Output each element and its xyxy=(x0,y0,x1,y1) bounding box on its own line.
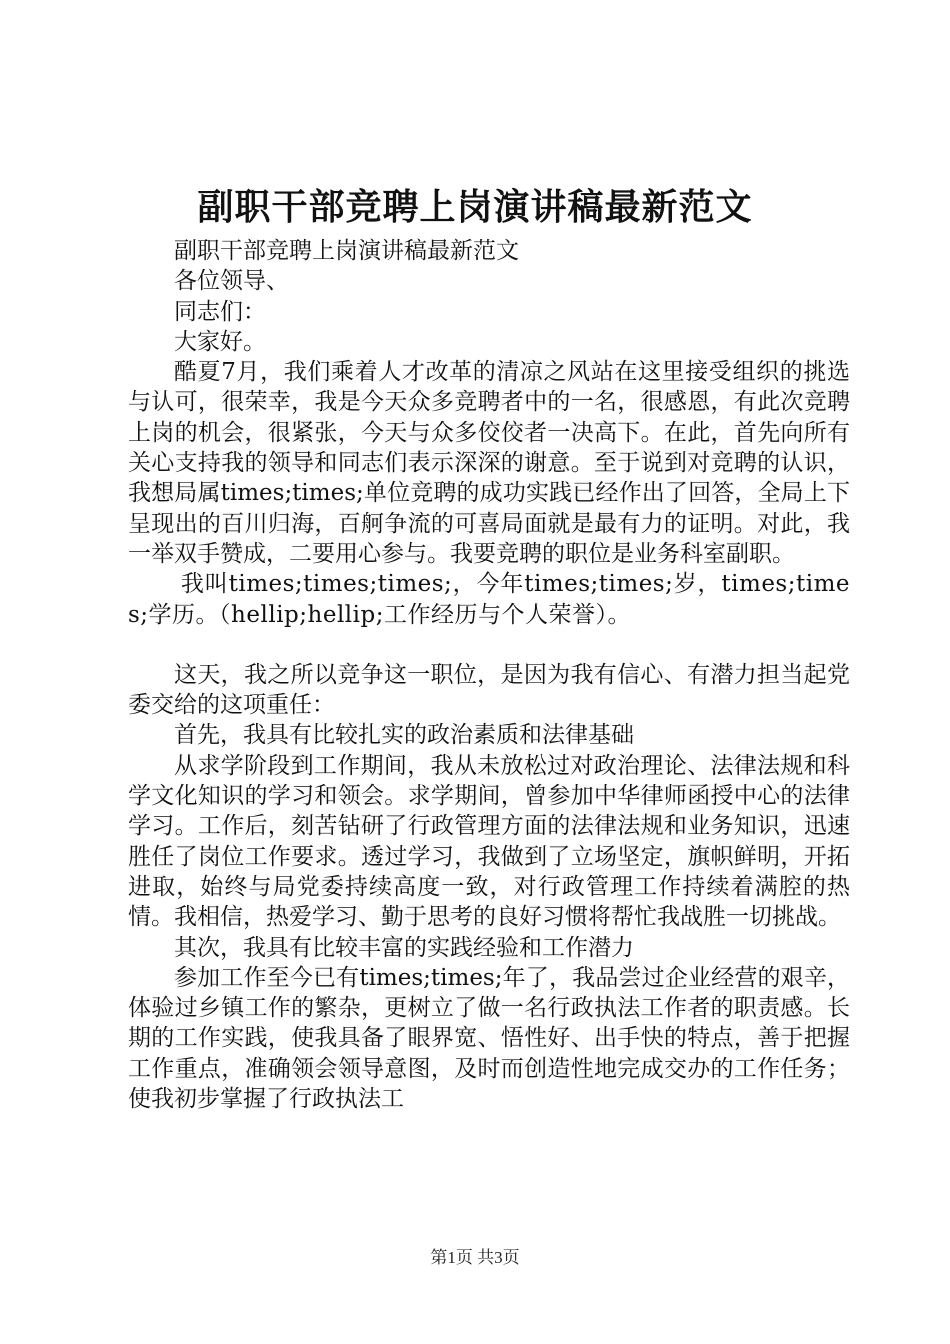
second-point-heading: 其次，我具有比较丰富的实践经验和工作潜力 xyxy=(174,934,634,961)
greeting: 大家好。 xyxy=(174,328,266,355)
page-number: 第1页 共3页 xyxy=(430,1248,520,1267)
document-body xyxy=(128,236,850,1114)
subtitle-paragraph: 副职干部竞聘上岗演讲稿最新范文 xyxy=(174,238,519,264)
document-title: 副职干部竞聘上岗演讲稿最新范文 xyxy=(197,187,753,228)
reason-paragraph: 这天，我之所以竞争这一职位，是因为我有信心、有潜力担当起党委交给的这项重任： xyxy=(128,661,850,719)
salutation-leaders: 各位领导、 xyxy=(174,268,289,295)
first-point-paragraph: 从求学阶段到工作期间，我从未放松过对政治理论、法律法规和科学文化知识的学习和领会。求学期间，曾参加中华律师函授中心的法律学习。工作后，刻苦钻研了行政管理方面的法律法规和业务知识，迅速胜任了岗位工作要求。透过学习，我做到了立场坚定，旗帜鲜明，开拓进取，始终与局党委持续高度一致，对行政管理工作持续着满腔的热情。我相信，热爱学习、勤于思考的良好习惯将帮忙我战胜一切挑战。 xyxy=(128,752,850,931)
self-introduction-paragraph: 我叫times;times;times;，今年times;times;岁，times;times;学历。（hellip;hellip;工作经历与个人荣誉）。 xyxy=(128,571,850,628)
first-point-heading: 首先，我具有比较扎实的政治素质和法律基础 xyxy=(174,722,634,749)
intro-paragraph: 酷夏7月，我们乘着人才改革的清凉之风站在这里接受组织的挑选与认可，很荣幸，我是今天众多竞聘者中的一名，很感恩，有此次竞聘上岗的机会，很紧张，今天与众多佼佼者一决高下。在此，首先向所有关心支持我的领导和同志们表示深深的谢意。至于说到对竞聘的认识，我想局属times;times;单位竞聘的成功实践已经作出了回答，全局上下呈现出的百川归海，百舸争流的可喜局面就是最有力的证明。对此，我一举双手赞成，二要用心参与。我要竞聘的职位是业务科室副职。 xyxy=(128,359,850,567)
salutation-comrades: 同志们： xyxy=(174,298,266,325)
paragraph-gap xyxy=(128,630,850,660)
second-point-paragraph: 参加工作至今已有times;times;年了，我品尝过企业经营的艰辛，体验过乡镇工作的繁杂，更树立了做一名行政执法工作者的职责感。长期的工作实践，使我具备了眼界宽、悟性好、出手快的特点，善于把握工作重点，准确领会领导意图，及时而创造性地完成交办的工作任务；使我初步掌握了行政执法工 xyxy=(128,964,850,1113)
